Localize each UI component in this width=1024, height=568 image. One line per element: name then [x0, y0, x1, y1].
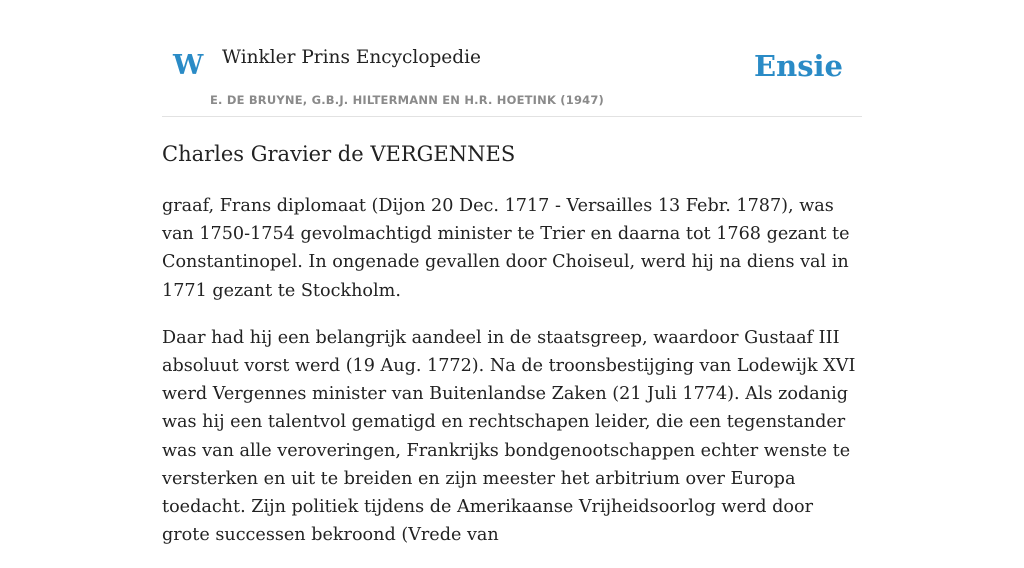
article-paragraph-2: Daar had hij een belangrijk aandeel in de staatsgreep, waardoor Gustaaf III absoluut vorst werd (19 Aug. 1772). Na de troonsbestijging van Lodewijk XVI werd Vergennes minister van Buitenlandse Zaken (21 Juli 1774). Als zodanig was hij een talentvol gematigd en rechtschapen leider, die een tegenstander was van alle veroveringen, Frankrijks bondgenootschappen echter wenste te versterken en uit te breiden en zijn meester het arbitrium over Europa toedacht. Zijn politiek tijdens de Amerikaanse Vrijheidsoorlog werd door grote successen bekroond (Vrede van: [162, 327, 856, 546]
article-paragraph-1: graaf, Frans diplomaat (Dijon 20 Dec. 1717 - Versailles 13 Febr. 1787), was van 1750-1754 gevolmachtigd minister te Trier en daarna tot 1768 gezant te Constantinopel. In ongenade gevallen door Choiseul, werd hij na diens val in 1771 gezant te Stockholm.: [162, 196, 850, 301]
site-title[interactable]: Winkler Prins Encyclopedie: [222, 47, 481, 68]
ensie-logo[interactable]: Ensie: [754, 49, 843, 83]
article-body: [162, 192, 866, 568]
winkler-prins-logo[interactable]: W: [173, 50, 204, 81]
site-header: [162, 0, 862, 117]
authors-byline: E. DE BRUYNE, G.B.J. HILTERMANN EN H.R. HOETINK (1947): [210, 93, 605, 107]
article-title: Charles Gravier de VERGENNES: [162, 142, 516, 166]
